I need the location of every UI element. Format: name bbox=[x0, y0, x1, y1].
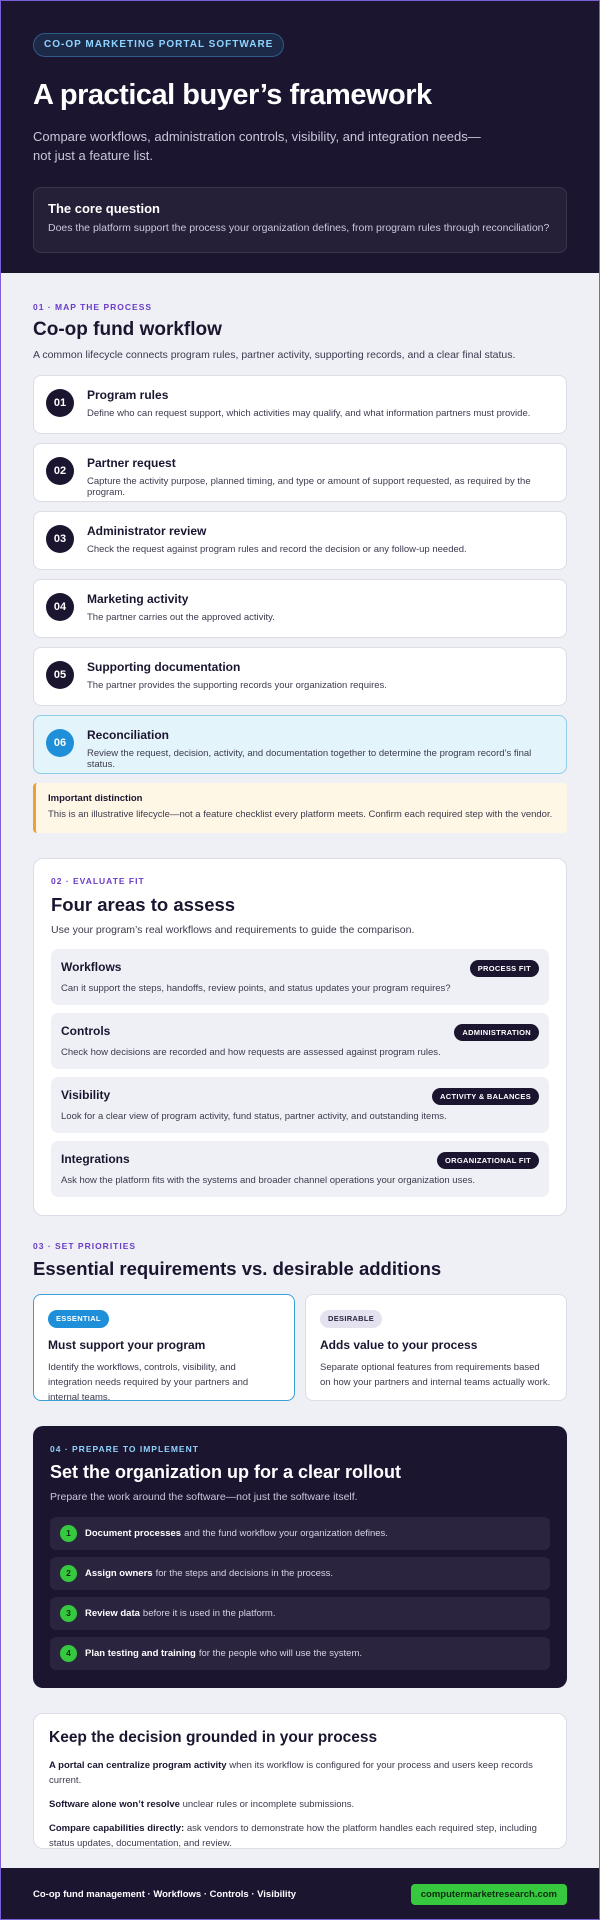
prep-list bbox=[50, 1517, 550, 1670]
step-description: Check the request against program rules and record the decision or any follow-up needed. bbox=[87, 544, 467, 555]
workflow-step-supporting-documentation bbox=[33, 647, 567, 706]
step-title: Supporting documentation bbox=[87, 660, 241, 674]
area-integrations bbox=[51, 1141, 549, 1197]
card-description: Separate optional features from requirements based on how your partners and internal teams actually work. bbox=[320, 1362, 551, 1388]
section-title: Essential requirements vs. desirable additions bbox=[33, 1258, 442, 1279]
workflow-step-partner-request bbox=[33, 443, 567, 502]
workflow-step-marketing-activity bbox=[33, 579, 567, 638]
step-number: 01 bbox=[46, 389, 74, 417]
prep-text: and the fund workflow your organization defines. bbox=[184, 1528, 388, 1539]
priorities-section bbox=[0, 1216, 600, 1401]
workflow-step-administrator-review bbox=[33, 511, 567, 570]
essential-pill: ESSENTIAL bbox=[48, 1310, 109, 1328]
page-title: A practical buyer’s framework bbox=[33, 79, 432, 111]
step-title: Administrator review bbox=[87, 524, 207, 538]
step-description: Capture the activity purpose, planned timing, and type or amount of support requested, as required by the program. bbox=[87, 476, 531, 498]
section-title: Co-op fund workflow bbox=[33, 319, 222, 340]
note-text: This is an illustrative lifecycle—not a feature checklist every platform meets. Confirm each required step with the vendor. bbox=[48, 809, 553, 820]
step-number: 05 bbox=[46, 661, 74, 689]
prep-text: before it is used in the platform. bbox=[142, 1608, 276, 1619]
workflow-section bbox=[0, 273, 600, 833]
area-title: Integrations bbox=[61, 1152, 130, 1166]
area-tag: PROCESS FIT bbox=[470, 960, 539, 977]
area-tag: ORGANIZATIONAL FIT bbox=[437, 1152, 539, 1169]
summary-point bbox=[49, 1797, 551, 1812]
workflow-steps bbox=[33, 375, 567, 774]
prep-item bbox=[50, 1637, 550, 1670]
step-title: Marketing activity bbox=[87, 592, 189, 606]
summary-text: unclear rules or incomplete submissions. bbox=[182, 1799, 355, 1810]
step-title: Program rules bbox=[87, 388, 169, 402]
section-subtitle: Use your program’s real workflows and requirements to guide the comparison. bbox=[51, 924, 415, 936]
essential-card bbox=[33, 1294, 295, 1401]
footer-site-link[interactable]: computermarketresearch.com bbox=[411, 1884, 567, 1905]
prep-bold: Plan testing and training bbox=[85, 1648, 196, 1659]
step-number: 06 bbox=[46, 729, 74, 757]
summary-text: ask vendors to demonstrate how the platform handles each required step, including status updates, documentation, and review. bbox=[49, 1823, 537, 1849]
prep-number: 1 bbox=[60, 1525, 77, 1542]
hero-subtitle: Compare workflows, administration controls, visibility, and integration needs—not just a feature list. bbox=[33, 129, 481, 163]
prep-bold: Assign owners bbox=[85, 1568, 153, 1579]
area-title: Controls bbox=[61, 1024, 111, 1038]
prep-number: 2 bbox=[60, 1565, 77, 1582]
section-title: Four areas to assess bbox=[51, 894, 236, 915]
step-description: The partner provides the supporting records your organization requires. bbox=[87, 680, 387, 691]
area-description: Look for a clear view of program activity, fund status, partner activity, and outstanding items. bbox=[61, 1111, 447, 1122]
summary-bold: Compare capabilities directly: bbox=[49, 1823, 185, 1834]
area-title: Workflows bbox=[61, 960, 122, 974]
section-kicker: 02 · EVALUATE FIT bbox=[51, 876, 145, 886]
section-kicker: 04 · PREPARE TO IMPLEMENT bbox=[50, 1444, 199, 1454]
section-kicker: 03 · SET PRIORITIES bbox=[33, 1241, 137, 1251]
section-kicker: 01 · MAP THE PROCESS bbox=[33, 302, 153, 312]
section-subtitle: Prepare the work around the software—not just the software itself. bbox=[50, 1491, 358, 1503]
area-tag: ACTIVITY & BALANCES bbox=[432, 1088, 539, 1105]
area-description: Can it support the steps, handoffs, review points, and status updates your program requires? bbox=[61, 983, 451, 994]
prep-bold: Review data bbox=[85, 1608, 140, 1619]
footer-topics: Co-op fund management · Workflows · Controls · Visibility bbox=[33, 1888, 297, 1900]
step-number: 03 bbox=[46, 525, 74, 553]
area-controls bbox=[51, 1013, 549, 1069]
desirable-card bbox=[305, 1294, 567, 1401]
area-title: Visibility bbox=[61, 1088, 111, 1102]
footer bbox=[0, 1868, 600, 1920]
summary-text: when its workflow is configured for your process and users keep records current. bbox=[49, 1760, 533, 1786]
implementation-section bbox=[33, 1426, 567, 1688]
summary-bold: A portal can centralize program activity bbox=[49, 1760, 227, 1771]
workflow-step-reconciliation bbox=[33, 715, 567, 774]
prep-item bbox=[50, 1517, 550, 1550]
prep-number: 3 bbox=[60, 1605, 77, 1622]
evaluate-fit-card bbox=[33, 858, 567, 1216]
step-title: Reconciliation bbox=[87, 728, 170, 742]
card-title: Adds value to your process bbox=[320, 1338, 478, 1352]
prep-number: 4 bbox=[60, 1645, 77, 1662]
prep-text: for the people who will use the system. bbox=[198, 1648, 363, 1659]
core-question-box bbox=[33, 187, 567, 253]
assessment-areas bbox=[51, 949, 549, 1197]
area-description: Ask how the platform fits with the systems and broader channel operations your organization uses. bbox=[61, 1175, 475, 1186]
summary-bold: Software alone won’t resolve bbox=[49, 1799, 180, 1810]
step-number: 02 bbox=[46, 457, 74, 485]
hero bbox=[0, 0, 600, 273]
workflow-step-program-rules bbox=[33, 375, 567, 434]
step-title: Partner request bbox=[87, 456, 176, 470]
important-note bbox=[33, 783, 567, 833]
step-description: Define who can request support, which activities may qualify, and what information partners must provide. bbox=[87, 408, 531, 419]
core-question-title: The core question bbox=[48, 201, 160, 216]
core-question-text: Does the platform support the process your organization defines, from program rules through reconciliation? bbox=[48, 222, 550, 234]
summary-title: Keep the decision grounded in your process bbox=[49, 1729, 378, 1746]
area-description: Check how decisions are recorded and how requests are assessed against program rules. bbox=[61, 1047, 441, 1058]
step-number: 04 bbox=[46, 593, 74, 621]
priority-cards bbox=[33, 1294, 567, 1401]
prep-text: for the steps and decisions in the process. bbox=[155, 1568, 334, 1579]
area-workflows bbox=[51, 949, 549, 1005]
prep-item bbox=[50, 1597, 550, 1630]
area-visibility bbox=[51, 1077, 549, 1133]
hero-eyebrow: CO-OP MARKETING PORTAL SOFTWARE bbox=[33, 33, 284, 57]
section-subtitle: A common lifecycle connects program rules, partner activity, supporting records, and a clear final status. bbox=[33, 349, 516, 361]
card-description: Identify the workflows, controls, visibility, and integration needs required by your partners and internal teams. bbox=[48, 1362, 249, 1403]
summary-point bbox=[49, 1821, 551, 1851]
card-title: Must support your program bbox=[48, 1338, 206, 1352]
section-title: Set the organization up for a clear rollout bbox=[50, 1462, 402, 1482]
step-description: Review the request, decision, activity, and documentation together to determine the program record’s final status. bbox=[87, 748, 532, 770]
summary-point bbox=[49, 1758, 551, 1788]
desirable-pill: DESIRABLE bbox=[320, 1310, 382, 1328]
step-description: The partner carries out the approved activity. bbox=[87, 612, 275, 623]
prep-bold: Document processes bbox=[85, 1528, 182, 1539]
decision-summary bbox=[33, 1713, 567, 1849]
area-tag: ADMINISTRATION bbox=[454, 1024, 539, 1041]
note-title: Important distinction bbox=[48, 793, 143, 804]
prep-item bbox=[50, 1557, 550, 1590]
